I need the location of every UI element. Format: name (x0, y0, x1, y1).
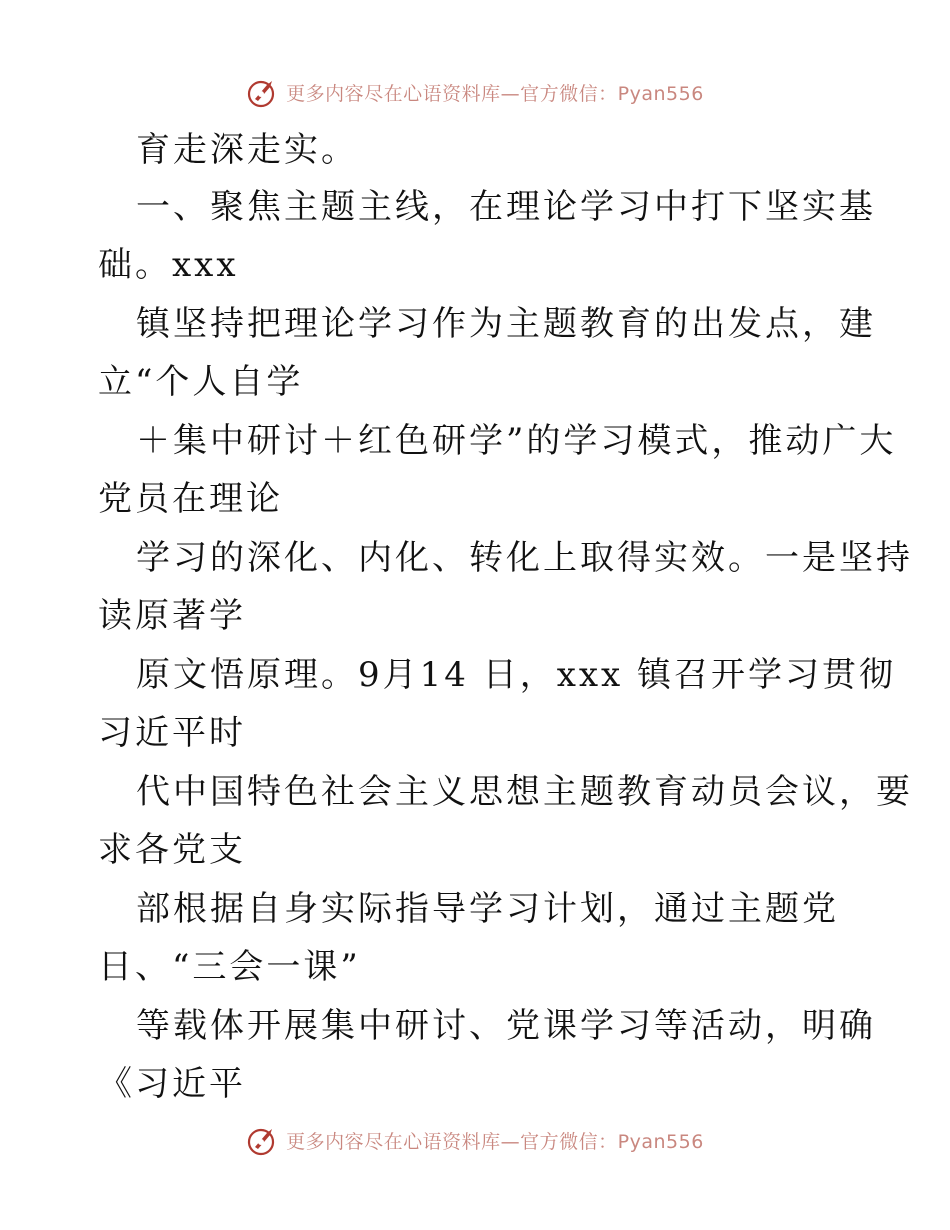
watermark-text: 更多内容尽在心语资料库—官方微信：Pyan556 (286, 82, 704, 105)
body-line: 习近平时 (98, 713, 246, 753)
body-line: 立“个人自学 (98, 362, 304, 402)
body-line: 代中国特色社会主义思想主题教育动员会议，要 (136, 772, 913, 812)
body-line: 求各党支 (98, 830, 246, 870)
body-line: 党员在理论 (98, 479, 283, 519)
body-line: 《习近平 (98, 1064, 246, 1104)
body-line: 等载体开展集中研讨、党课学习等活动，明确 (136, 1006, 876, 1046)
pen-nib-circle-icon (246, 75, 280, 109)
body-line: 日、“三会一课” (98, 947, 361, 987)
body-line: 育走深走实。 (136, 130, 358, 170)
body-line: 原文悟原理。9月14 日，xxx 镇召开学习贯彻 (136, 655, 897, 695)
body-line: 镇坚持把理论学习作为主题教育的出发点，建 (136, 304, 876, 344)
footer-watermark (0, 1120, 950, 1160)
watermark-text: 更多内容尽在心语资料库—官方微信：Pyan556 (286, 1130, 704, 1153)
body-line: 读原著学 (98, 596, 246, 636)
pen-nib-circle-icon (246, 1123, 280, 1157)
section-heading: 一、聚焦主题主线，在理论学习中打下坚实基 (136, 187, 876, 227)
body-line: ＋集中研讨＋红色研学”的学习模式，推动广大 (136, 421, 897, 461)
body-line: 部根据自身实际指导学习计划，通过主题党 (136, 889, 839, 929)
body-line: 础。xxx (98, 245, 239, 285)
header-watermark (0, 72, 950, 112)
body-line: 学习的深化、内化、转化上取得实效。一是坚持 (136, 538, 913, 578)
